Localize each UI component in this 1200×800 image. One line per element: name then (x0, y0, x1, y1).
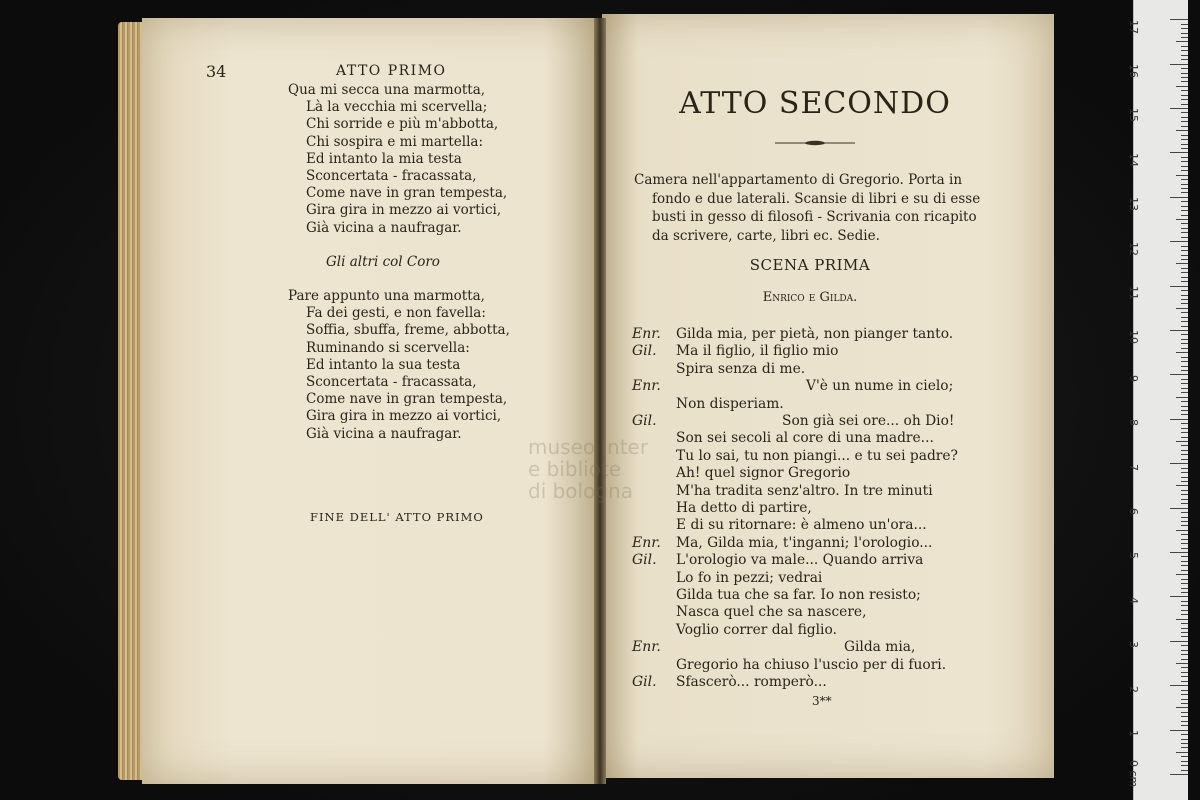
ruler-tick (1181, 743, 1188, 744)
ruler-number: 4 (1127, 596, 1140, 604)
ruler-tick (1181, 312, 1188, 313)
ruler-tick (1181, 77, 1188, 78)
ruler-tick (1181, 499, 1188, 500)
dialogue-line: Gregorio ha chiuso l'uscio per di fuori. (676, 656, 947, 673)
speaker-label: Gil. (632, 674, 657, 690)
ruler-tick (1181, 628, 1188, 629)
ruler-tick (1181, 770, 1188, 771)
book-gutter (594, 18, 606, 784)
act-title: ATTO SECONDO (679, 86, 951, 121)
ruler-tick (1181, 95, 1188, 96)
ruler-tick (1170, 508, 1188, 509)
ruler-tick (1181, 223, 1188, 224)
ruler-tick (1181, 303, 1188, 304)
ruler-tick (1181, 659, 1188, 660)
ruler-tick (1181, 681, 1188, 682)
dialogue-line: M'ha tradita senz'altro. In tre minuti (676, 482, 933, 499)
ruler-tick (1181, 201, 1188, 202)
ruler-tick (1181, 561, 1188, 562)
ruler-tick (1181, 90, 1188, 91)
ruler-tick (1170, 641, 1188, 642)
ruler-tick (1181, 259, 1188, 260)
ruler-tick (1181, 24, 1188, 25)
ruler-tick (1181, 370, 1188, 371)
ruler-tick (1181, 481, 1188, 482)
ruler-tick (1181, 672, 1188, 673)
dialogue-line: Gilda mia, (844, 639, 916, 656)
dialogue-line: Tu lo sai, tu non piangi... e tu sei padre? (676, 447, 958, 464)
ruler-tick (1181, 388, 1188, 389)
ruler-tick (1181, 477, 1188, 478)
ruler-tick (1176, 530, 1188, 531)
dialogue-line: Son già sei ore... oh Dio! (782, 413, 955, 429)
ruler-tick (1181, 170, 1188, 171)
ruler-tick (1181, 765, 1188, 766)
speaker-label: Enr. (632, 326, 661, 342)
setting-line: busti in gesso di filosofi - Scrivania con ricapito (652, 209, 977, 225)
ruler-number: 6 (1127, 508, 1140, 515)
ruler-tick (1181, 690, 1188, 691)
ruler-tick (1181, 299, 1188, 300)
ruler-tick (1181, 268, 1188, 269)
dialogue-line: Gilda mia, per pietà, non pianger tanto. (676, 326, 954, 342)
ruler-number: 5 (1127, 552, 1140, 560)
ruler-tick (1181, 583, 1188, 584)
ruler-tick (1181, 401, 1188, 402)
ruler-tick (1181, 33, 1188, 34)
watermark-line: di bologna (528, 479, 633, 503)
ruler-tick (1181, 272, 1188, 273)
ruler-tick (1181, 255, 1188, 256)
ruler-tick (1181, 636, 1188, 637)
ruler-tick (1181, 721, 1188, 722)
ruler-tick (1176, 86, 1188, 87)
ruler-tick (1181, 761, 1188, 762)
ruler-tick (1181, 392, 1188, 393)
ruler-number: 11 (1127, 286, 1140, 300)
ruler-tick (1181, 645, 1188, 646)
ruler-tick (1181, 366, 1188, 367)
ruler-tick (1181, 517, 1188, 518)
ruler-tick (1181, 423, 1188, 424)
running-head: ATTO PRIMO (336, 63, 447, 79)
ruler-tick (1181, 250, 1188, 251)
ruler-tick (1181, 428, 1188, 429)
verse-line: Qua mi secca una marmotta, (288, 82, 486, 98)
dialogue-line: Son sei secoli al core di una madre... (676, 430, 934, 447)
ruler-tick (1181, 126, 1188, 127)
verse-line: Come nave in gran tempesta, (306, 185, 508, 202)
page-number: 34 (206, 62, 227, 81)
speaker-label: Gil. (632, 343, 657, 360)
ruler-number: 9 (1127, 374, 1140, 382)
ruler-tick (1181, 28, 1188, 29)
dialogue-line: Lo fo in pezzi; vedrai (676, 569, 823, 586)
ruler-tick (1181, 592, 1188, 593)
ruler-number: 2 (1127, 685, 1140, 693)
ruler-tick (1181, 339, 1188, 340)
setting-line: da scrivere, carte, libri ec. Sedie. (652, 227, 880, 244)
ruler-tick (1170, 197, 1188, 198)
ruler-tick (1181, 601, 1188, 602)
ruler-tick (1181, 490, 1188, 491)
ruler-tick (1181, 614, 1188, 615)
ruler-tick (1181, 725, 1188, 726)
ruler-tick (1176, 41, 1188, 42)
watermark-line: museo inter (528, 435, 649, 459)
ruler-tick (1181, 206, 1188, 207)
ruler-tick (1181, 650, 1188, 651)
ruler-tick (1181, 188, 1188, 189)
ruler-tick (1176, 219, 1188, 220)
verse-line: Ed intanto la sua testa (306, 356, 461, 373)
ruler-tick (1181, 210, 1188, 211)
ruler-tick (1181, 459, 1188, 460)
ruler-tick (1181, 321, 1188, 322)
verse-line: Chi sorride e più m'abbotta, (306, 116, 499, 133)
verse-line: Pare appunto una marmotta, (288, 288, 485, 304)
ruler-tick (1181, 117, 1188, 118)
scene-characters: Enrico e Gilda. (762, 290, 858, 305)
ruler-tick (1181, 383, 1188, 384)
ruler-tick (1170, 108, 1188, 109)
ruler-tick (1181, 716, 1188, 717)
ruler-tick (1170, 596, 1188, 597)
measurement-ruler (1127, 0, 1188, 800)
ruler-number: 16 (1127, 64, 1140, 78)
watermark-stamp (528, 436, 648, 502)
ruler-number: 15 (1127, 108, 1140, 123)
ruler-tick (1181, 161, 1188, 162)
end-of-act-note: FINE DELL' ATTO PRIMO (310, 510, 484, 524)
verse-line: Gira gira in mezzo ai vortici, (306, 408, 502, 425)
ruler-unit-label: 0 cm (1127, 760, 1140, 788)
ruler-tick (1176, 752, 1188, 753)
ruler-tick (1181, 135, 1188, 136)
ruler-tick (1181, 747, 1188, 748)
ruler-tick (1181, 579, 1188, 580)
ruler-tick (1170, 152, 1188, 153)
ruler-tick (1181, 232, 1188, 233)
dialogue-line: Nasca quel che sa nascere, (676, 604, 867, 621)
verse-line: Soffia, sbuffa, freme, abbotta, (306, 322, 510, 339)
scene-heading: SCENA PRIMA (749, 256, 871, 274)
ruler-tick (1170, 241, 1188, 242)
dialogue-line: Gilda tua che sa far. Io non resisto; (676, 587, 921, 603)
ruler-tick (1181, 699, 1188, 700)
verse-line: Già vicina a naufragar. (306, 425, 462, 442)
ruler-tick (1181, 379, 1188, 380)
speaker-label: Gil. (632, 413, 657, 429)
ruler-tick (1181, 68, 1188, 69)
ruler-tick (1181, 676, 1188, 677)
ruler-number: 1 (1127, 730, 1140, 737)
ruler-tick (1176, 485, 1188, 486)
ruler-number: 12 (1127, 241, 1140, 256)
ruler-number: 13 (1127, 197, 1140, 212)
ruler-tick (1181, 534, 1188, 535)
ruler-tick (1176, 663, 1188, 664)
ruler-number: 8 (1127, 419, 1140, 427)
verse-line: Ed intanto la mia testa (306, 150, 462, 167)
ruler-tick (1181, 539, 1188, 540)
ruler-tick (1181, 73, 1188, 74)
dialogue-line: Voglio correr dal figlio. (676, 621, 837, 638)
ruler-tick (1170, 286, 1188, 287)
ruler-tick (1181, 512, 1188, 513)
open-book (112, 8, 1062, 792)
ruler-tick (1181, 317, 1188, 318)
verse-line: Sconcertata - fracassata, (306, 168, 477, 184)
ruler-tick (1181, 326, 1188, 327)
verse-line: Ruminando si scervella: (306, 339, 470, 356)
ruler-number: 17 (1127, 19, 1140, 34)
dialogue-line: V'è un nume in cielo; (806, 378, 954, 395)
ruler-tick (1181, 739, 1188, 740)
ruler-tick (1181, 148, 1188, 149)
ruler-tick (1176, 130, 1188, 131)
verse-line: Come nave in gran tempesta, (306, 391, 508, 408)
ruler-tick (1181, 654, 1188, 655)
ruler-tick (1181, 588, 1188, 589)
signature-mark: 3** (812, 694, 832, 708)
speaker-label: Gil. (632, 552, 657, 569)
ruler-tick (1181, 184, 1188, 185)
ruler-tick (1181, 139, 1188, 140)
speaker-label: Enr. (632, 378, 661, 395)
ruler-number: 14 (1127, 152, 1140, 167)
ruler-tick (1181, 99, 1188, 100)
verse-line: Gira gira in mezzo ai vortici, (306, 202, 502, 219)
ruler-tick (1181, 437, 1188, 438)
ruler-tick (1181, 472, 1188, 473)
ruler-tick (1181, 343, 1188, 344)
ruler-tick (1181, 55, 1188, 56)
ruler-tick (1181, 104, 1188, 105)
ruler-tick (1181, 192, 1188, 193)
ruler-tick (1181, 112, 1188, 113)
ruler-tick (1181, 281, 1188, 282)
dialogue-line: Ma il figlio, il figlio mio (676, 343, 839, 360)
ruler-tick (1181, 246, 1188, 247)
ruler-tick (1170, 552, 1188, 553)
ruler-tick (1181, 237, 1188, 238)
ruler-number: 10 (1127, 330, 1140, 345)
ruler-tick (1181, 277, 1188, 278)
ruler-tick (1181, 361, 1188, 362)
dialogue-line: Sfascerò... romperò... (676, 674, 827, 690)
verse-line: Là la vecchia mi scervella; (306, 99, 488, 116)
ruler-tick (1181, 521, 1188, 522)
ruler-tick (1181, 144, 1188, 145)
ruler-tick (1181, 166, 1188, 167)
dialogue-line: Ha detto di partire, (676, 500, 812, 516)
ruler-tick (1176, 707, 1188, 708)
ruler-tick (1181, 712, 1188, 713)
ruler-tick (1181, 548, 1188, 549)
ruler-tick (1181, 50, 1188, 51)
ruler-tick (1181, 81, 1188, 82)
ruler-tick (1170, 64, 1188, 65)
ruler-tick (1170, 330, 1188, 331)
verse-line: Sconcertata - fracassata, (306, 374, 477, 390)
speaker-label: Enr. (632, 639, 661, 656)
ruler-tick (1176, 175, 1188, 176)
verse-line: Già vicina a naufragar. (306, 219, 462, 236)
ruler-tick (1181, 334, 1188, 335)
ruler-tick (1181, 703, 1188, 704)
ruler-number: 7 (1127, 463, 1140, 471)
ruler-tick (1176, 441, 1188, 442)
ruler-tick (1176, 263, 1188, 264)
speaker-label: Enr. (632, 534, 661, 551)
ruler-tick (1181, 37, 1188, 38)
dialogue-line: E di su ritornare: è almeno un'ora... (676, 517, 927, 534)
ruler-tick (1181, 623, 1188, 624)
ruler-tick (1176, 308, 1188, 309)
dialogue-line: L'orologio va male... Quando arriva (676, 552, 924, 569)
title-ornament (775, 140, 855, 146)
setting-line: fondo e due laterali. Scansie di libri e su di esse (652, 190, 981, 207)
ruler-tick (1176, 352, 1188, 353)
ruler-number: 3 (1127, 641, 1140, 649)
ruler-tick (1176, 397, 1188, 398)
ruler-tick (1181, 228, 1188, 229)
ruler-tick (1176, 574, 1188, 575)
stage-direction: Gli altri col Coro (326, 254, 440, 270)
ruler-tick (1181, 121, 1188, 122)
ruler-tick (1181, 605, 1188, 606)
ruler-tick (1181, 734, 1188, 735)
ruler-tick (1181, 756, 1188, 757)
ruler-tick (1181, 295, 1188, 296)
ruler-tick (1181, 570, 1188, 571)
ruler-tick (1181, 525, 1188, 526)
ruler-tick (1170, 774, 1188, 775)
ruler-tick (1181, 610, 1188, 611)
dialogue-line: Ah! quel signor Gregorio (676, 465, 851, 482)
watermark-line: e bibliote (528, 457, 622, 481)
ruler-tick (1170, 374, 1188, 375)
ruler-tick (1170, 730, 1188, 731)
dialogue-line: Spira senza di me. (676, 360, 806, 377)
setting-line: Camera nell'appartamento di Gregorio. Porta in (634, 172, 963, 188)
ruler-tick (1181, 414, 1188, 415)
ruler-tick (1170, 685, 1188, 686)
ruler-tick (1181, 348, 1188, 349)
ruler-tick (1181, 179, 1188, 180)
verse-line: Chi sospira e mi martella: (306, 133, 484, 150)
ruler-tick (1181, 565, 1188, 566)
ruler-tick (1181, 543, 1188, 544)
verse-line: Fa dei gesti, e non favella: (306, 305, 486, 322)
ruler-tick (1181, 454, 1188, 455)
ruler-tick (1181, 632, 1188, 633)
ruler-tick (1176, 619, 1188, 620)
ruler-tick (1181, 468, 1188, 469)
ruler-tick (1181, 694, 1188, 695)
ruler-tick (1181, 406, 1188, 407)
ruler-tick (1170, 419, 1188, 420)
ruler-tick (1181, 667, 1188, 668)
dialogue-line: Non disperiam. (676, 395, 784, 412)
ruler-tick (1181, 215, 1188, 216)
ruler-tick (1170, 19, 1188, 20)
ruler-tick (1170, 463, 1188, 464)
ruler-tick (1181, 450, 1188, 451)
ruler-tick (1181, 46, 1188, 47)
ruler-tick (1181, 290, 1188, 291)
ruler-tick (1181, 432, 1188, 433)
ruler-tick (1181, 445, 1188, 446)
ruler-tick (1181, 410, 1188, 411)
ruler-tick (1181, 59, 1188, 60)
ruler-tick (1181, 157, 1188, 158)
dialogue-line: Ma, Gilda mia, t'inganni; l'orologio... (676, 534, 933, 551)
ruler-tick (1181, 494, 1188, 495)
ruler-tick (1181, 357, 1188, 358)
ruler-tick (1181, 556, 1188, 557)
ruler-tick (1181, 503, 1188, 504)
